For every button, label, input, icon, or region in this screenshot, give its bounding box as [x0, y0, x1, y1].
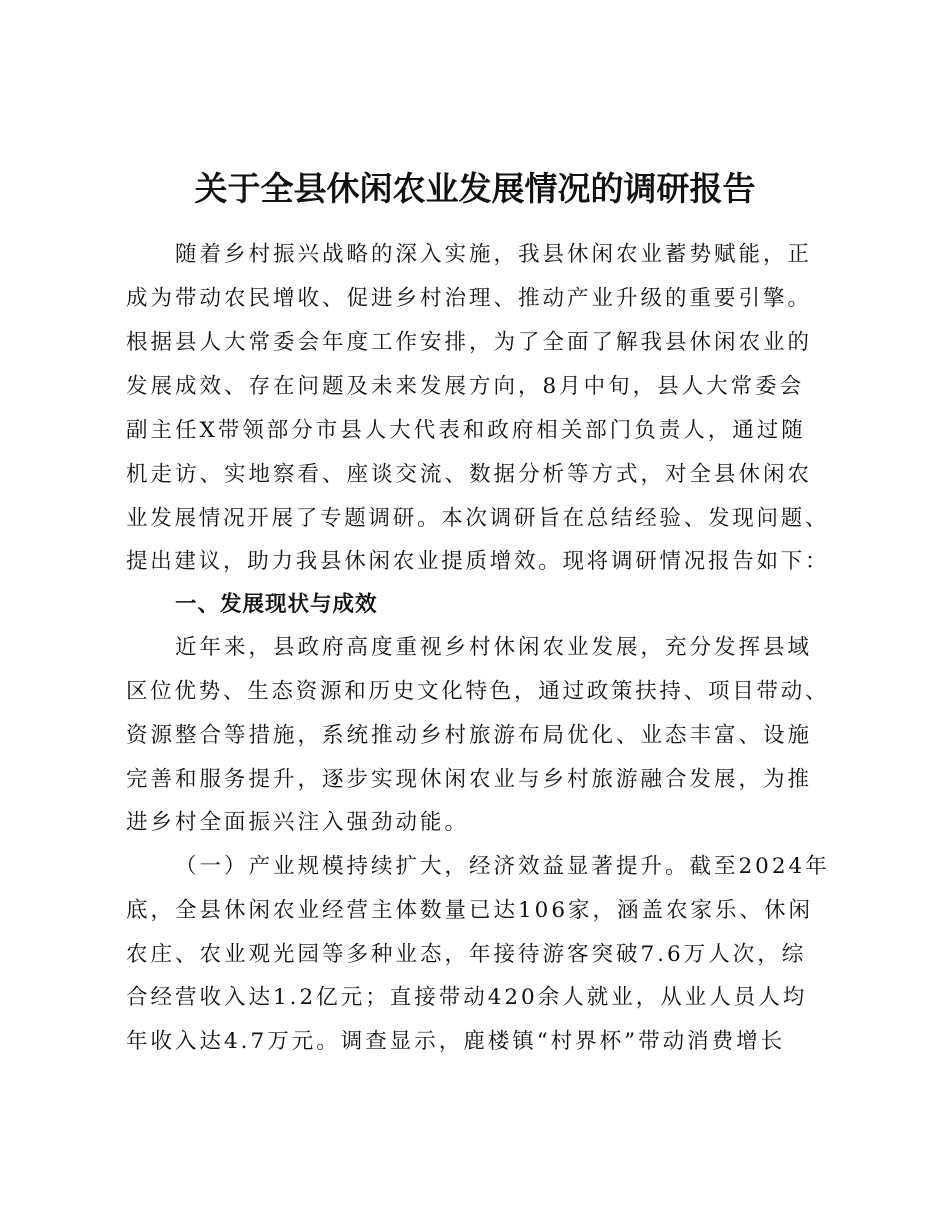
paragraph-1-line-5: 副主任X带领部分市县人大代表和政府相关部门负责人，通过随 [126, 418, 806, 443]
paragraph-3-line-1: （一）产业规模持续扩大，经济效益显著提升。截至2024年 [175, 854, 830, 879]
paragraph-2-line-4: 完善和服务提升，逐步实现休闲农业与乡村旅游融合发展，为推 [126, 767, 813, 792]
paragraph-3-line-3: 农庄、农业观光园等多种业态，年接待游客突破7.6万人次，综 [126, 942, 807, 967]
paragraph-2-line-5: 进乡村全面振兴注入强劲动能。 [126, 810, 470, 835]
paragraph-2-line-1: 近年来，县政府高度重视乡村休闲农业发展，充分发挥县域 [175, 635, 813, 660]
paragraph-2-line-2: 区位优势、生态资源和历史文化特色，通过政策扶持、项目带动、 [126, 679, 830, 704]
paragraph-1-line-6: 机走访、实地察看、座谈交流、数据分析等方式，对全县休闲农 [126, 462, 813, 487]
paragraph-1-line-3: 根据县人大常委会年度工作安排，为了全面了解我县休闲农业的 [126, 330, 813, 355]
paragraph-1-line-1: 随着乡村振兴战略的深入实施，我县休闲农业蓄势赋能，正 [175, 242, 813, 267]
paragraph-1-line-7: 业发展情况开展了专题调研。本次调研旨在总结经验、发现问题、 [126, 506, 830, 531]
paragraph-1-line-2: 成为带动农民增收、促进乡村治理、推动产业升级的重要引擎。 [126, 286, 813, 311]
document-title: 关于全县休闲农业发展情况的调研报告 [194, 169, 756, 208]
paragraph-3-line-2: 底，全县休闲农业经营主体数量已达106家，涵盖农家乐、休闲 [126, 898, 814, 923]
paragraph-3-line-5: 年收入达4.7万元。调查显示，鹿楼镇“村界杯”带动消费增长 [126, 1029, 786, 1054]
paragraph-1-line-8: 提出建议，助力我县休闲农业提质增效。现将调研情况报告如下： [126, 549, 830, 574]
paragraph-1-line-4: 发展成效、存在问题及未来发展方向，8月中旬，县人大常委会 [126, 374, 805, 399]
section-heading-1: 一、发展现状与成效 [175, 592, 378, 617]
paragraph-3-line-4: 合经营收入达1.2亿元；直接带动420余人就业，从业人员人均 [126, 985, 808, 1010]
paragraph-2-line-3: 资源整合等措施，系统推动乡村旅游布局优化、业态丰富、设施 [126, 723, 813, 748]
